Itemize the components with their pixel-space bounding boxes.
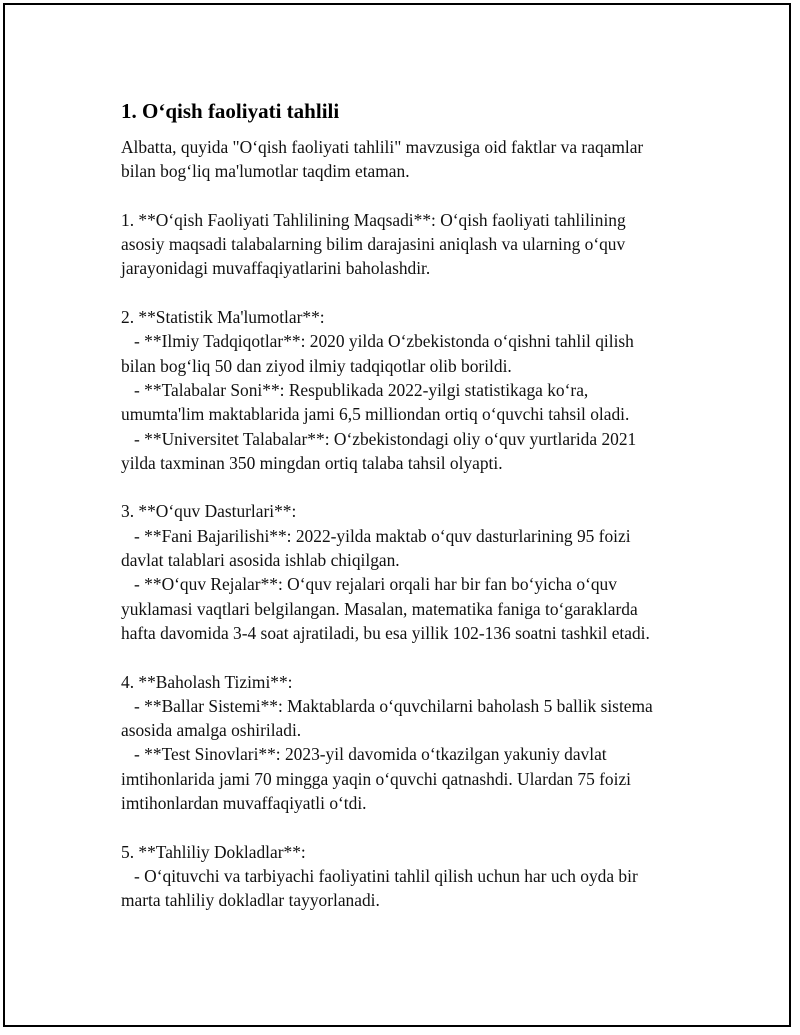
paragraph-gap xyxy=(121,281,691,305)
section-purpose xyxy=(121,208,691,281)
document-title: 1. O‘qish faoliyati tahlili xyxy=(121,99,340,123)
text-line: - **Test Sinovlari**: 2023-yil davomida o‘tkazilgan yakuniy davlat xyxy=(121,744,607,765)
text-line: yuklamasi vaqtlari belgilangan. Masalan, matematika faniga to‘garaklarda xyxy=(121,598,638,619)
text-line: davlat talablari asosida ishlab chiqilgan. xyxy=(121,550,400,571)
text-line: Albatta, quyida "O‘qish faoliyati tahlili" mavzusiga oid faktlar va raqamlar xyxy=(121,137,644,157)
text-line: 1. **O‘qish Faoliyati Tahlilining Maqsadi**: O‘qish faoliyati tahlilining xyxy=(121,209,626,230)
paragraph-gap xyxy=(121,184,691,208)
intro-paragraph xyxy=(121,135,691,184)
text-line: - **O‘quv Rejalar**: O‘quv rejalari orqali har bir fan bo‘yicha o‘quv xyxy=(121,574,617,595)
text-line: - **Ilmiy Tadqiqotlar**: 2020 yilda O‘zbekistonda o‘qishni tahlil qilish xyxy=(121,331,634,352)
text-line: imtihonlardan muvaffaqiyatli o‘tdi. xyxy=(121,793,367,814)
text-line: 4. **Baholash Tizimi**: xyxy=(121,671,293,692)
text-line: bilan bog‘liq ma'lumotlar taqdim etaman. xyxy=(121,161,410,182)
section-statistics xyxy=(121,305,691,475)
document-page xyxy=(3,3,791,1027)
text-line: asosiy maqsadi talabalarning bilim darajasini aniqlash va ularning o‘quv xyxy=(121,234,626,255)
section-curriculum xyxy=(121,499,691,645)
text-line: yilda taxminan 350 mingdan ortiq talaba tahsil olyapti. xyxy=(121,452,503,473)
text-line: umumta'lim maktablarida jami 6,5 milliondan ortiq o‘quvchi tahsil oladi. xyxy=(121,404,630,425)
paragraph-gap xyxy=(121,645,691,669)
text-line: jarayonidagi muvaffaqiyatlarini baholashdir. xyxy=(121,258,431,279)
text-line: - **Ballar Sistemi**: Maktablarda o‘quvchilarni baholash 5 ballik sistema xyxy=(121,695,653,716)
text-line: imtihonlarida jami 70 mingga yaqin o‘quvchi qatnashdi. Ulardan 75 foizi xyxy=(121,768,632,789)
text-line: 3. **O‘quv Dasturlari**: xyxy=(121,501,297,522)
text-line: - **Universitet Talabalar**: O‘zbekistondagi oliy o‘quv yurtlarida 2021 xyxy=(121,428,637,449)
document-body xyxy=(121,97,691,913)
section-assessment xyxy=(121,670,691,816)
text-line: - **Talabalar Soni**: Respublikada 2022-yilgi statistikaga ko‘ra, xyxy=(121,379,589,400)
text-line: - O‘qituvchi va tarbiyachi faoliyatini tahlil qilish uchun har uch oyda bir xyxy=(121,865,638,886)
text-line: bilan bog‘liq 50 dan ziyod ilmiy tadqiqotlar olib borildi. xyxy=(121,355,512,376)
text-line: asosida amalga oshiriladi. xyxy=(121,720,302,741)
text-line: hafta davomida 3-4 soat ajratiladi, bu esa yillik 102-136 soatni tashkil etadi. xyxy=(121,622,650,643)
paragraph-gap xyxy=(121,475,691,499)
text-line: 2. **Statistik Ma'lumotlar**: xyxy=(121,307,325,328)
paragraph-gap xyxy=(121,815,691,839)
text-line: marta tahliliy dokladlar tayyorlanadi. xyxy=(121,890,380,911)
text-line: 5. **Tahliliy Dokladlar**: xyxy=(121,841,306,862)
section-reports xyxy=(121,840,691,913)
text-line: - **Fani Bajarilishi**: 2022-yilda maktab o‘quv dasturlarining 95 foizi xyxy=(121,525,631,546)
